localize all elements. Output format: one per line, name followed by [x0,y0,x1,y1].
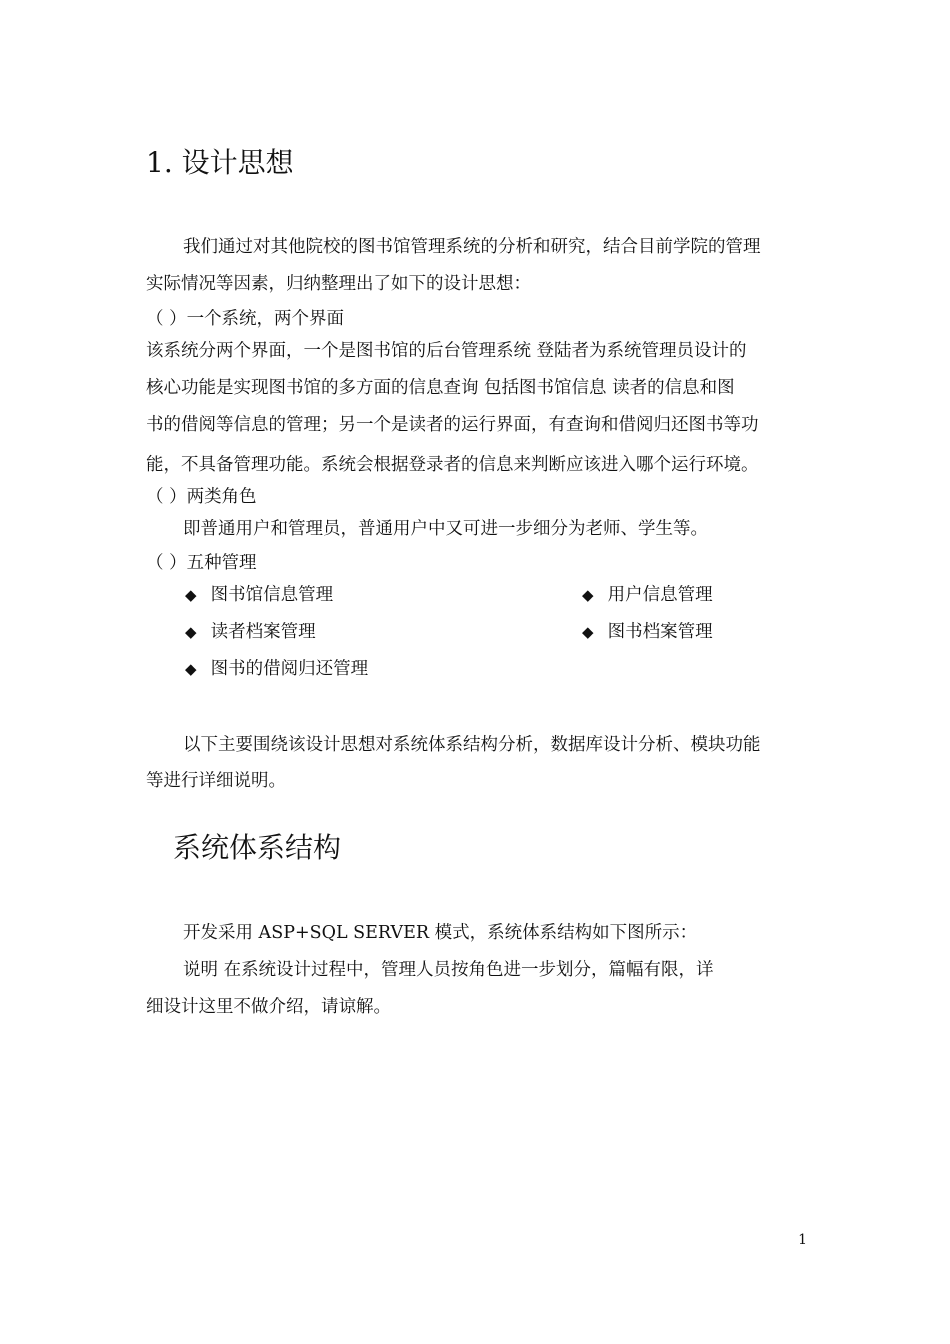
section1-line-1: 该系统分两个界面，一个是图书馆的后台管理系统 登陆者为系统管理员设计的 [146,341,747,361]
arch-line: 开发采用 ASP+SQL SERVER 模式，系统体系结构如下图所示： [183,923,698,943]
summary-line-1: 以下主要围绕该设计思想对系统体系结构分析，数据库设计分析、模块功能 [183,735,761,755]
page-number: 1 [798,1232,807,1248]
bullet-item-label: 用户信息管理 [607,585,713,605]
section3-title: （ ）五种管理 [146,553,257,573]
bullet-item [185,619,316,645]
section1-line-2: 核心功能是实现图书馆的多方面的信息查询 包括图书馆信息 读者的信息和图 [146,378,735,398]
intro-line-2: 实际情况等因素，归纳整理出了如下的设计思想： [146,274,531,294]
heading-design-idea: 1. 设计思想 [146,146,294,179]
bullet-item [185,582,333,608]
section1-line-3: 书的借阅等信息的管理；另一个是读者的运行界面，有查询和借阅归还图书等功 [146,415,759,435]
diamond-bullet-icon: ◆ [185,623,197,641]
diamond-bullet-icon: ◆ [185,586,197,604]
arch-note-line-1: 说明 在系统设计过程中，管理人员按角色进一步划分，篇幅有限，详 [183,960,714,980]
bullet-item-label: 读者档案管理 [210,622,316,642]
diamond-bullet-icon: ◆ [582,586,594,604]
section2-title: （ ）两类角色 [146,487,257,507]
diamond-bullet-icon: ◆ [185,660,197,678]
diamond-bullet-icon: ◆ [582,623,594,641]
bullet-item [185,656,368,682]
bullet-item [582,619,713,645]
section1-title: （ ）一个系统，两个界面 [146,309,345,329]
bullet-item-label: 图书馆信息管理 [210,585,334,605]
summary-line-2: 等进行详细说明。 [146,771,286,791]
bullet-item [582,582,713,608]
bullet-item-label: 图书档案管理 [607,622,713,642]
arch-note-line-2: 细设计这里不做介绍，请谅解。 [146,997,391,1017]
section1-line-4: 能，不具备管理功能。系统会根据登录者的信息来判断应该进入哪个运行环境。 [146,455,759,475]
intro-line-1: 我们通过对其他院校的图书馆管理系统的分析和研究，结合目前学院的管理 [183,237,761,257]
section2-line: 即普通用户和管理员，普通用户中又可进一步细分为老师、学生等。 [183,519,708,539]
heading-system-architecture: 系统体系结构 [173,831,342,864]
bullet-item-label: 图书的借阅归还管理 [210,659,369,679]
